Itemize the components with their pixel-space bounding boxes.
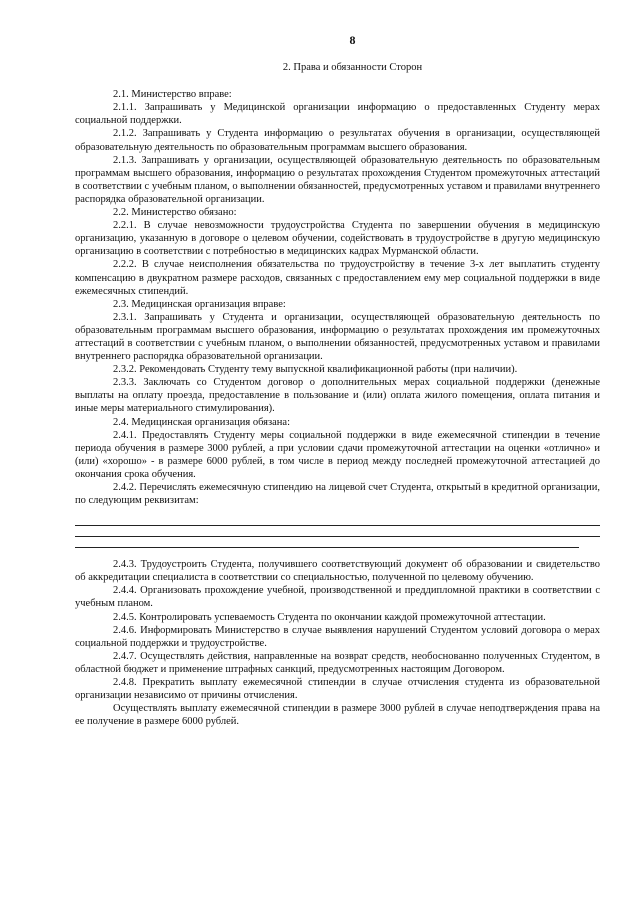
page-number: 8 xyxy=(349,33,356,47)
paragraph: 2.2. Министерство обязано: xyxy=(113,207,237,219)
paragraph: 2.1. Министерство вправе: xyxy=(113,89,232,101)
paragraph: 2.3.1. Запрашивать у Студента и организации, осуществляющей образовательную деятельность по образовательным программам высшего образования, информацию о результатах прохождения им промежуточных аттестаций в соответствии с учебным планом, о выполнении обязанностей, предусмотренных уставом и правилами внутреннего распорядка образовательной организации. xyxy=(75,311,600,363)
blank-line xyxy=(75,526,600,537)
paragraph: 2.1.2. Запрашивать у Студента информацию о результатах обучения в организации, осуществляющей образовательную деятельность по образовательным программам высшего образования. xyxy=(75,128,600,153)
paragraph: 2.4.4. Организовать прохождение учебной, производственной и преддипломной практики в соответствии с учебным планом. xyxy=(75,585,600,610)
paragraph: Осуществлять выплату ежемесячной стипендии в размере 3000 рублей в случае неподтверждения права на ее получение в размере 6000 рублей. xyxy=(75,703,600,728)
paragraph: 2.4.6. Информировать Министерство в случае выявления нарушений Студентом условий договора о мерах социальной поддержки и трудоустройстве. xyxy=(75,624,600,649)
paragraph: 2.4.7. Осуществлять действия, направленные на возврат средств, необоснованно полученных Студентом, в областной бюджет и применение штрафных санкций, предусмотренных настоящим Договором. xyxy=(75,650,600,675)
paragraph: 2.1.3. Запрашивать у организации, осуществляющей образовательную деятельность по образовательным программам высшего образования, информацию о результатах прохождения Студентом промежуточных аттестаций в соответствии с учебным планом, о выполнении обязанностей, предусмотренных уставом и правилами внутреннего распорядка образовательной организации. xyxy=(75,154,600,205)
blank-line xyxy=(75,537,579,548)
paragraph: 2.2.2. В случае неисполнения обязательства по трудоустройству в течение 3-х лет выплатить студенту компенсацию в двукратном размере расходов, связанных с предоставлением ему мер социальной поддержки в виде ежемесячных стипендий. xyxy=(75,259,600,297)
paragraph: 2.1.1. Запрашивать у Медицинской организации информацию о предоставленных Студенту мерах социальной поддержки. xyxy=(75,102,600,127)
paragraph: 2.4.2. Перечислять ежемесячную стипендию на лицевой счет Студента, открытый в кредитной организации, по следующим реквизитам: xyxy=(75,482,600,507)
section-title: 2. Права и обязанности Сторон xyxy=(282,62,423,74)
blank-line xyxy=(75,515,600,526)
paragraph: 2.3. Медицинская организация вправе: xyxy=(113,298,286,310)
paragraph-group-b xyxy=(75,558,600,728)
paragraph: 2.3.2. Рекомендовать Студенту тему выпускной квалификационной работы (при наличии). xyxy=(113,364,518,376)
paragraph: 2.4.1. Предоставлять Студенту меры социальной поддержки в виде ежемесячной стипендии в течение периода обучения в размере 3000 рублей, а при условии сдачи промежуточной аттестации на оценки «отлично» и (или) «хорошо» - в размере 6000 рублей, в том числе в период между последней промежуточной аттестацией до окончания срока обучения. xyxy=(75,429,600,480)
paragraph: 2.4.3. Трудоустроить Студента, получившего соответствующий документ об образовании и свидетельство об аккредитации специалиста в соответствии со специальностью, полученной по целевому обучению. xyxy=(75,559,600,584)
paragraph: 2.2.1. В случае невозможности трудоустройства Студента по завершении обучения в медицинскую организацию, указанную в договоре о целевом обучении, содействовать в трудоустройстве в другую медицинскую организацию в соответствии с потребностью в медицинских кадрах Мурманской области. xyxy=(75,220,600,258)
paragraph: 2.4.8. Прекратить выплату ежемесячной стипендии в случае отчисления студента из образовательной организации независимо от причины отчисления. xyxy=(75,677,600,702)
paragraph: 2.4. Медицинская организация обязана: xyxy=(113,416,291,428)
paragraph: 2.4.5. Контролировать успеваемость Студента по окончании каждой промежуточной аттестации. xyxy=(113,611,546,623)
paragraph-group-a xyxy=(75,88,600,507)
paragraph: 2.3.3. Заключать со Студентом договор о дополнительных мерах социальной поддержки (денежные выплаты на оплату проезда, предоставление в пользование и (или) оплата жилого помещения, оплата питания и иные меры материального стимулирования). xyxy=(75,377,600,415)
bank-details-blank-lines xyxy=(75,515,600,548)
